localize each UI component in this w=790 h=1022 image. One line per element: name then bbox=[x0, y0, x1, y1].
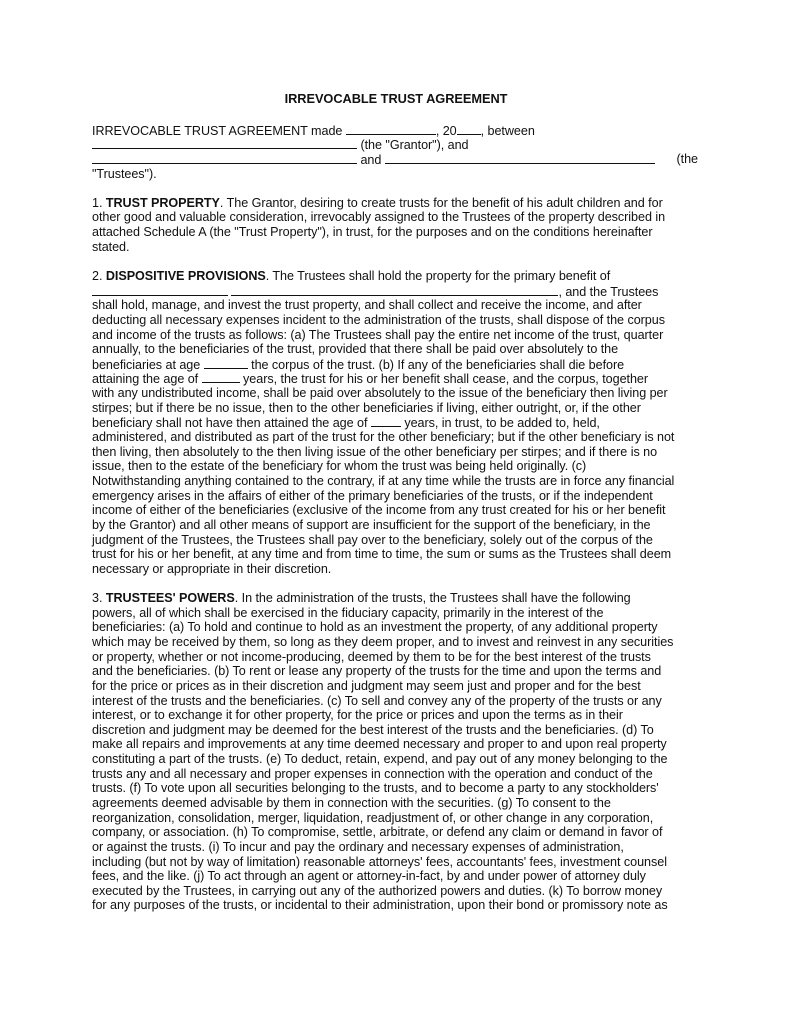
document-title: IRREVOCABLE TRUST AGREEMENT bbox=[284, 91, 508, 106]
document-page bbox=[92, 92, 698, 913]
attaining-age-blank[interactable] bbox=[202, 371, 240, 383]
intro-paragraph bbox=[92, 123, 698, 182]
intro-line-4: "Trustees"). bbox=[92, 166, 157, 181]
intro-line-3: and (the bbox=[92, 152, 698, 167]
section-trustees-powers: 3. TRUSTEES' POWERS. In the administration of the trusts, the Trustees shall have the following powers, all of which shall be exercised in the fiduciary capacity, primarily in the interest of the beneficiaries: (a) To hold and continue to hold as an investment the property, of any additional property which may be received by them, so long as they deem proper, and to invest and reinvest in any securities or property, whether or not income-producing, deemed by them to be for the best interest of the trusts and the beneficiaries. (b) To rent or lease any property of the trusts for the time and upon the terms and for the price or prices as in their discretion and judgment may seem just and proper and for the best interest of the trusts and the beneficiaries. (c) To sell and convey any of the property of the trusts or any interest, or to exchange it for other property, for the price or prices and upon the terms as in their discretion and judgment may be deemed for the best interest of the trusts and the beneficiaries. (d) To make all repairs and improvements at any time deemed necessary and proper to and upon real property constituting a part of the trusts. (e) To deduct, retain, expend, and pay out of any money belonging to the trusts any and all necessary and proper expenses in connection with the operation and conduct of the trusts. (f) To vote upon all securities belonging to the trusts, and to become a party to any stockholders' agreements deemed advisable by them in connection with the securities. (g) To consent to the reorganization, consolidation, merger, liquidation, readjustment of, or other change in any corporation, company, or association. (h) To compromise, settle, arbitrate, or defend any claim or demand in favor of or against the trusts. (i) To incur and pay the ordinary and necessary expenses of administration, including (but not by way of limitation) reasonable attorneys' fees, accountants' fees, investment counsel fees, and the like. (j) To act through an agent or attorney-in-fact, by and under power of attorney duly executed by the Trustees, in carrying out any of the authorized powers and duties. (k) To borrow money for any purposes of the trusts, or incidental to their administration, upon their bond or promissory note as bbox=[92, 591, 674, 913]
trustee-2-name-blank[interactable] bbox=[385, 152, 655, 164]
other-beneficiary-age-blank[interactable] bbox=[371, 415, 401, 427]
date-blank[interactable] bbox=[346, 123, 436, 135]
intro-line-1: IRREVOCABLE TRUST AGREEMENT made , 20 , between bbox=[92, 123, 535, 138]
intro-line-2: (the "Grantor"), and bbox=[92, 137, 698, 152]
section-heading: TRUST PROPERTY bbox=[105, 195, 220, 210]
grantor-name-blank[interactable] bbox=[92, 137, 357, 149]
beneficiary-2-blank[interactable] bbox=[231, 284, 558, 296]
section-heading: DISPOSITIVE PROVISIONS bbox=[105, 268, 266, 283]
year-blank[interactable] bbox=[457, 123, 481, 135]
section-trust-property: 1. TRUST PROPERTY. The Grantor, desiring to create trusts for the benefit of his adult children and for other good and valuable consideration, irrevocably assigned to the Trustees of the property described in attached Schedule A (the "Trust Property"), in trust, for the purposes and on the conditions hereinafter stated. bbox=[92, 195, 666, 254]
section-dispositive-provisions: 2. DISPOSITIVE PROVISIONS. The Trustees shall hold the property for the primary benefit of , and the Trustees shall hold, manage, and invest the trust property, and shall collect and receive the income, and after deducting all necessary expenses incident to the administration of the trusts, shall dispose of the corpus and income of the trusts as follows: (a) The Trustees shall pay the entire net income of the trust, quarter annually, to the beneficiaries of the trust, provided that there shall be paid over absolutely to the beneficiaries at age the corpus of the trust. (b) If any of the beneficiaries shall die before attaining the age of years, the trust for his or her benefit shall cease, and the corpus, together with any undistributed income, shall be paid over absolutely to the issue of the beneficiary then living per stirpes; but if there be no issue, then to the other beneficiaries if living, either outright, or, if the other beneficiary shall not have then attained the age of years, in trust, to be added to, held, administered, and distributed as part of the trust for the other beneficiary; but if the other beneficiary is not then living, then absolutely to the then living issue of the other beneficiary per stirpes; and if there is no issue, then to the estate of the beneficiary for whom the trust was being held originally. (c) Notwithstanding anything contained to the contrary, if at any time while the trusts are in force any financial emergency arises in the affairs of either of the primary beneficiaries of the trusts, or if the independent income of either of the beneficiaries (exclusive of the income from any trust created for his or her benefit by the Grantor) and all other means of support are insufficient for the support of the beneficiary, in the judgment of the Trustees, the Trustees shall pay over to the beneficiary, solely out of the corpus of the trust for his or her benefit, at any time and from time to time, the sum or sums as the Trustees shall deem necessary or appropriate in their discretion. bbox=[92, 268, 675, 576]
trustee-1-name-blank[interactable] bbox=[92, 152, 357, 164]
section-heading: TRUSTEES' POWERS bbox=[105, 591, 235, 606]
beneficiary-1-blank[interactable] bbox=[92, 284, 228, 296]
distribution-age-blank[interactable] bbox=[204, 357, 248, 369]
